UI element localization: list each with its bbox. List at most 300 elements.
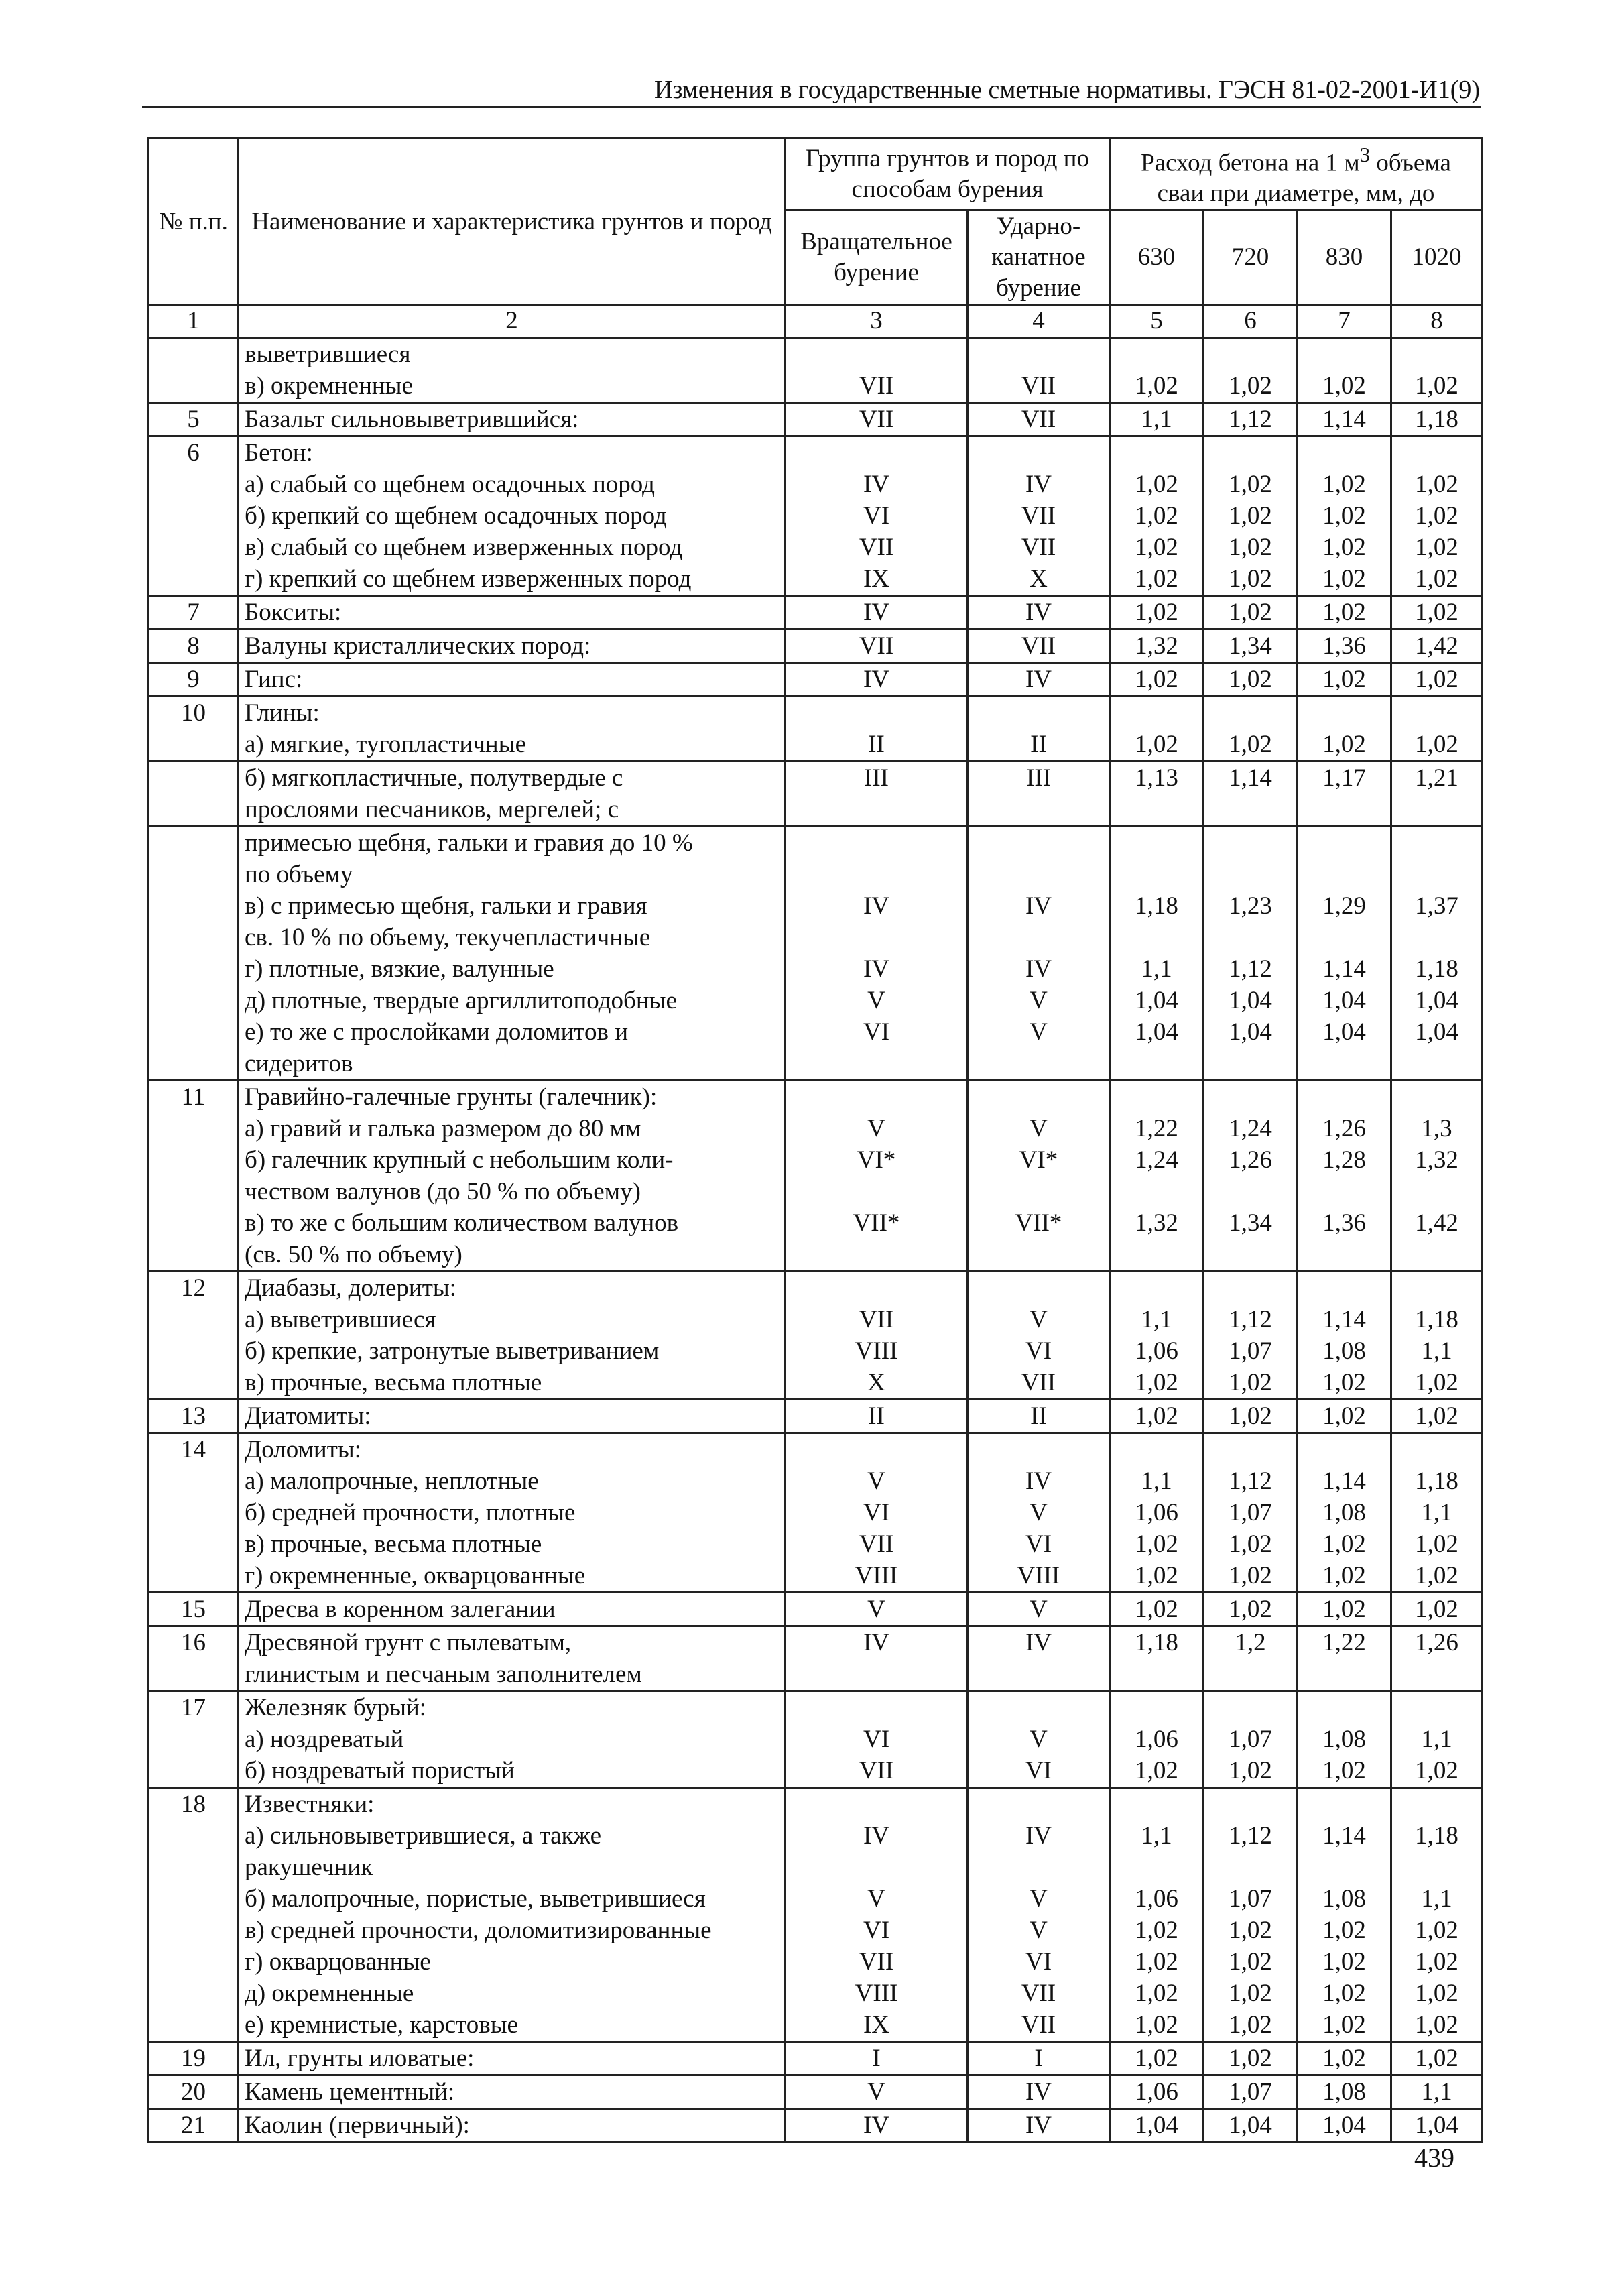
table-row [149,1016,1483,1048]
table-row [149,2042,1483,2075]
table-row [149,1433,1483,1466]
value-1020-cell: 1,02 [1391,1978,1483,2009]
soil-name-cell: в) с примесью щебня, гальки и гравия [239,890,786,922]
group-rotary-cell: IV [786,890,968,922]
group-rotary-cell: V [786,1593,968,1626]
value-830-cell: 1,02 [1298,532,1391,563]
value-1020-cell: 1,02 [1391,370,1483,403]
value-830-cell [1298,859,1391,890]
value-830-cell [1298,1176,1391,1207]
value-720-cell: 1,12 [1204,403,1298,436]
value-830-cell: 1,02 [1298,563,1391,596]
row-number-cell [149,1048,239,1081]
group-percussive-cell [968,338,1110,371]
value-830-cell: 1,02 [1298,1946,1391,1978]
row-number-cell [149,1113,239,1144]
group-rotary-cell: I [786,2042,968,2075]
row-number-cell: 17 [149,1691,239,1724]
table-row [149,2075,1483,2109]
soil-name-cell: Глины: [239,697,786,729]
group-rotary-cell: VII [786,532,968,563]
value-830-cell [1298,1658,1391,1691]
row-number-cell [149,1465,239,1497]
value-720-cell [1204,436,1298,469]
index-cell: 6 [1204,305,1298,338]
group-rotary-cell: IV [786,663,968,697]
value-630-cell [1110,338,1204,371]
header-name: Наименование и характеристика грунтов и пород [239,139,786,305]
value-830-cell: 1,14 [1298,1820,1391,1852]
value-1020-cell: 1,42 [1391,1207,1483,1239]
page-header-text: Изменения в государственные сметные нормативы. ГЭСН 81-02-2001-И1(9) [653,76,1480,104]
group-percussive-cell [968,1433,1110,1466]
value-720-cell: 1,34 [1204,629,1298,663]
value-630-cell [1110,697,1204,729]
row-number-cell [149,1658,239,1691]
value-720-cell [1204,697,1298,729]
table-row [149,1788,1483,1821]
value-630-cell [1110,436,1204,469]
group-percussive-cell: VII [968,1978,1110,2009]
value-1020-cell [1391,827,1483,859]
group-percussive-cell: IV [968,1465,1110,1497]
group-rotary-cell: III [786,762,968,794]
group-rotary-cell [786,1691,968,1724]
group-percussive-cell: VII [968,629,1110,663]
table-row [149,1724,1483,1755]
value-830-cell [1298,1433,1391,1466]
soil-name-cell: ракушечник [239,1852,786,1883]
value-720-cell: 1,02 [1204,1915,1298,1946]
group-rotary-cell: IV [786,469,968,500]
value-720-cell: 1,02 [1204,370,1298,403]
value-830-cell: 1,08 [1298,1497,1391,1528]
row-number-cell: 5 [149,403,239,436]
group-rotary-cell: VII [786,1755,968,1788]
value-720-cell: 1,07 [1204,1335,1298,1367]
value-630-cell: 1,04 [1110,985,1204,1016]
row-number-cell [149,1560,239,1593]
value-630-cell: 1,02 [1110,1946,1204,1978]
value-720-cell: 1,04 [1204,1016,1298,1048]
group-percussive-cell [968,1272,1110,1305]
value-1020-cell: 1,18 [1391,953,1483,985]
value-1020-cell: 1,1 [1391,1335,1483,1367]
soil-name-cell: а) мягкие, тугопластичные [239,729,786,762]
group-percussive-cell: IV [968,2109,1110,2142]
value-630-cell [1110,1176,1204,1207]
group-percussive-cell: IV [968,596,1110,629]
value-630-cell: 1,04 [1110,2109,1204,2142]
soil-name-cell: (св. 50 % по объему) [239,1239,786,1272]
row-number-cell: 15 [149,1593,239,1626]
value-1020-cell [1391,1272,1483,1305]
value-1020-cell: 1,02 [1391,663,1483,697]
group-rotary-cell: VII [786,403,968,436]
value-830-cell [1298,338,1391,371]
value-1020-cell [1391,922,1483,953]
value-720-cell: 1,02 [1204,1367,1298,1400]
row-number-cell: 18 [149,1788,239,1821]
value-630-cell: 1,02 [1110,1528,1204,1560]
group-percussive-cell: X [968,563,1110,596]
value-720-cell: 1,02 [1204,1755,1298,1788]
value-1020-cell: 1,02 [1391,532,1483,563]
group-rotary-cell [786,1176,968,1207]
soil-name-cell: примесью щебня, гальки и гравия до 10 % [239,827,786,859]
table-row [149,338,1483,371]
value-720-cell [1204,1691,1298,1724]
row-number-cell [149,370,239,403]
table-row [149,985,1483,1016]
value-1020-cell: 1,02 [1391,2042,1483,2075]
value-720-cell [1204,1272,1298,1305]
soil-name-cell: б) средней прочности, плотные [239,1497,786,1528]
value-1020-cell [1391,794,1483,827]
value-630-cell: 1,02 [1110,2042,1204,2075]
header-consumption-suffix: объема сваи при диаметре, мм, до [1157,149,1451,208]
value-720-cell [1204,1433,1298,1466]
group-percussive-cell: II [968,1400,1110,1433]
group-percussive-cell: V [968,1593,1110,1626]
table-row [149,1272,1483,1305]
group-percussive-cell: III [968,762,1110,794]
value-830-cell: 1,02 [1298,1528,1391,1560]
table-row [149,1239,1483,1272]
row-number-cell [149,1207,239,1239]
table-row [149,1144,1483,1176]
group-percussive-cell: VIII [968,1560,1110,1593]
value-720-cell [1204,1852,1298,1883]
row-number-cell: 6 [149,436,239,469]
value-630-cell [1110,1691,1204,1724]
group-rotary-cell: VII [786,1304,968,1335]
row-number-cell [149,1239,239,1272]
group-rotary-cell: II [786,729,968,762]
group-rotary-cell: VI [786,1016,968,1048]
group-percussive-cell [968,827,1110,859]
soil-name-cell: сидеритов [239,1048,786,1081]
index-cell: 1 [149,305,239,338]
row-number-cell [149,953,239,985]
value-630-cell: 1,32 [1110,629,1204,663]
row-number-cell: 13 [149,1400,239,1433]
group-percussive-cell [968,1081,1110,1113]
row-number-cell: 10 [149,697,239,729]
group-rotary-cell: IV [786,596,968,629]
table-row [149,1528,1483,1560]
group-rotary-cell: II [786,1400,968,1433]
value-830-cell: 1,02 [1298,370,1391,403]
value-830-cell: 1,36 [1298,629,1391,663]
table-row [149,436,1483,469]
value-630-cell: 1,02 [1110,500,1204,532]
table-row [149,1304,1483,1335]
group-percussive-cell: VII [968,2009,1110,2042]
table-row [149,1755,1483,1788]
value-1020-cell: 1,04 [1391,2109,1483,2142]
value-830-cell: 1,04 [1298,1016,1391,1048]
value-630-cell: 1,02 [1110,1593,1204,1626]
value-1020-cell [1391,1433,1483,1466]
value-720-cell: 1,02 [1204,1400,1298,1433]
row-number-cell [149,1978,239,2009]
value-630-cell: 1,1 [1110,403,1204,436]
group-rotary-cell: V [786,985,968,1016]
index-cell: 8 [1391,305,1483,338]
group-percussive-cell: VII [968,500,1110,532]
value-630-cell: 1,06 [1110,1335,1204,1367]
soil-name-cell: Гравийно-галечные грунты (галечник): [239,1081,786,1113]
row-number-cell: 8 [149,629,239,663]
row-number-cell: 7 [149,596,239,629]
table-row [149,1400,1483,1433]
value-630-cell: 1,02 [1110,1755,1204,1788]
table-row [149,1497,1483,1528]
group-percussive-cell [968,794,1110,827]
soil-name-cell: е) то же с прослойками доломитов и [239,1016,786,1048]
value-830-cell [1298,922,1391,953]
row-number-cell [149,1176,239,1207]
group-rotary-cell: VII* [786,1207,968,1239]
group-percussive-cell: V [968,1304,1110,1335]
row-number-cell [149,890,239,922]
value-830-cell: 1,14 [1298,403,1391,436]
soil-name-cell: а) выветрившиеся [239,1304,786,1335]
group-percussive-cell: VI [968,1946,1110,1978]
group-percussive-cell: V [968,1497,1110,1528]
value-1020-cell [1391,1176,1483,1207]
value-1020-cell [1391,1048,1483,1081]
group-rotary-cell [786,338,968,371]
value-630-cell: 1,02 [1110,2009,1204,2042]
value-720-cell [1204,1081,1298,1113]
value-830-cell: 1,04 [1298,985,1391,1016]
header-consumption-prefix: Расход бетона на 1 м [1141,149,1360,177]
row-number-cell [149,1144,239,1176]
row-number-cell [149,1915,239,1946]
table-row [149,1946,1483,1978]
index-cell: 4 [968,305,1110,338]
group-rotary-cell [786,1081,968,1113]
table-row [149,2109,1483,2142]
value-830-cell: 1,02 [1298,469,1391,500]
header-d720: 720 [1204,210,1298,305]
table-row [149,953,1483,985]
value-830-cell: 1,14 [1298,1465,1391,1497]
soil-name-cell: св. 10 % по объему, текучепластичные [239,922,786,953]
table-row [149,1335,1483,1367]
soil-name-cell: выветрившиеся [239,338,786,371]
group-percussive-cell: V [968,1883,1110,1915]
group-percussive-cell: VI* [968,1144,1110,1176]
group-rotary-cell: VIII [786,1978,968,2009]
value-720-cell: 1,26 [1204,1144,1298,1176]
row-number-cell [149,1755,239,1788]
group-percussive-cell [968,1691,1110,1724]
group-percussive-cell: IV [968,2075,1110,2109]
value-720-cell: 1,2 [1204,1626,1298,1659]
value-630-cell: 1,02 [1110,1915,1204,1946]
soil-name-cell: в) слабый со щебнем изверженных пород [239,532,786,563]
table-body [149,338,1483,2142]
index-cell: 7 [1298,305,1391,338]
row-number-cell [149,500,239,532]
value-1020-cell [1391,1658,1483,1691]
table-row [149,890,1483,922]
value-830-cell [1298,1081,1391,1113]
value-830-cell: 1,04 [1298,2109,1391,2142]
value-1020-cell: 1,1 [1391,2075,1483,2109]
value-830-cell: 1,02 [1298,2009,1391,2042]
table-row [149,1915,1483,1946]
value-630-cell: 1,24 [1110,1144,1204,1176]
value-720-cell: 1,02 [1204,1946,1298,1978]
group-percussive-cell: V [968,1113,1110,1144]
value-1020-cell [1391,1788,1483,1821]
header-d1020: 1020 [1391,210,1483,305]
row-number-cell [149,729,239,762]
group-rotary-cell: IV [786,2109,968,2142]
value-720-cell [1204,1788,1298,1821]
table-row [149,697,1483,729]
value-630-cell: 1,22 [1110,1113,1204,1144]
table-row [149,663,1483,697]
index-cell: 5 [1110,305,1204,338]
value-630-cell: 1,02 [1110,1560,1204,1593]
value-1020-cell: 1,21 [1391,762,1483,794]
column-index-row [149,305,1483,338]
value-720-cell: 1,04 [1204,2109,1298,2142]
table-header [149,139,1483,338]
value-630-cell [1110,1272,1204,1305]
table-row [149,1820,1483,1852]
row-number-cell: 14 [149,1433,239,1466]
group-rotary-cell: V [786,1465,968,1497]
value-720-cell: 1,02 [1204,663,1298,697]
value-1020-cell: 1,02 [1391,1915,1483,1946]
value-720-cell: 1,12 [1204,1465,1298,1497]
value-720-cell: 1,24 [1204,1113,1298,1144]
value-630-cell: 1,06 [1110,1883,1204,1915]
table-row [149,1081,1483,1113]
soil-name-cell: Бетон: [239,436,786,469]
soil-name-cell: Базальт сильновыветрившийся: [239,403,786,436]
soil-name-cell: а) малопрочные, неплотные [239,1465,786,1497]
value-630-cell [1110,859,1204,890]
value-1020-cell: 1,02 [1391,500,1483,532]
group-rotary-cell [786,1048,968,1081]
soil-name-cell: е) кремнистые, карстовые [239,2009,786,2042]
row-number-cell [149,1304,239,1335]
group-rotary-cell: VIII [786,1560,968,1593]
value-720-cell [1204,794,1298,827]
soil-name-cell: Доломиты: [239,1433,786,1466]
value-720-cell [1204,1239,1298,1272]
value-830-cell: 1,02 [1298,1978,1391,2009]
group-rotary-cell [786,827,968,859]
value-830-cell [1298,1852,1391,1883]
value-720-cell: 1,02 [1204,596,1298,629]
value-720-cell: 1,02 [1204,2009,1298,2042]
group-percussive-cell [968,1048,1110,1081]
group-rotary-cell [786,436,968,469]
table-row [149,563,1483,596]
row-number-cell: 19 [149,2042,239,2075]
value-630-cell: 1,06 [1110,1497,1204,1528]
soil-name-cell: б) галечник крупный с небольшим коли- [239,1144,786,1176]
row-number-cell [149,1820,239,1852]
soil-name-cell: б) малопрочные, пористые, выветрившиеся [239,1883,786,1915]
soil-name-cell: Каолин (первичный): [239,2109,786,2142]
group-percussive-cell: VII* [968,1207,1110,1239]
value-830-cell: 1,17 [1298,762,1391,794]
value-720-cell: 1,02 [1204,1528,1298,1560]
value-830-cell: 1,02 [1298,1367,1391,1400]
table-row [149,1593,1483,1626]
value-830-cell: 1,28 [1298,1144,1391,1176]
value-720-cell: 1,12 [1204,953,1298,985]
soil-name-cell: Железняк бурый: [239,1691,786,1724]
table-row [149,1113,1483,1144]
value-830-cell: 1,14 [1298,1304,1391,1335]
value-830-cell: 1,08 [1298,1883,1391,1915]
group-percussive-cell: I [968,2042,1110,2075]
value-830-cell: 1,22 [1298,1626,1391,1659]
soil-name-cell: г) плотные, вязкие, валунные [239,953,786,985]
group-rotary-cell: V [786,2075,968,2109]
value-1020-cell [1391,436,1483,469]
value-630-cell [1110,1081,1204,1113]
soil-name-cell: чеством валунов (до 50 % по объему) [239,1176,786,1207]
table-row [149,596,1483,629]
row-number-cell: 12 [149,1272,239,1305]
soil-name-cell: Камень цементный: [239,2075,786,2109]
group-percussive-cell: VI [968,1528,1110,1560]
row-number-cell [149,1852,239,1883]
value-830-cell [1298,1048,1391,1081]
soil-name-cell: Дресвяной грунт с пылеватым, [239,1626,786,1659]
value-720-cell: 1,14 [1204,762,1298,794]
value-1020-cell: 1,04 [1391,985,1483,1016]
group-percussive-cell: VI [968,1335,1110,1367]
value-630-cell: 1,06 [1110,1724,1204,1755]
value-720-cell: 1,12 [1204,1820,1298,1852]
value-830-cell: 1,14 [1298,953,1391,985]
group-rotary-cell [786,1658,968,1691]
soil-name-cell: г) окремненные, окварцованные [239,1560,786,1593]
value-1020-cell: 1,02 [1391,1367,1483,1400]
value-630-cell: 1,04 [1110,1016,1204,1048]
value-830-cell: 1,02 [1298,663,1391,697]
soil-name-cell: Дресва в коренном залегании [239,1593,786,1626]
value-630-cell: 1,02 [1110,663,1204,697]
value-630-cell: 1,18 [1110,890,1204,922]
soil-name-cell: а) гравий и галька размером до 80 мм [239,1113,786,1144]
group-percussive-cell: VI [968,1755,1110,1788]
value-1020-cell: 1,02 [1391,729,1483,762]
group-percussive-cell: IV [968,469,1110,500]
row-number-cell [149,469,239,500]
soil-name-cell: Известняки: [239,1788,786,1821]
value-720-cell: 1,04 [1204,985,1298,1016]
page-header [142,75,1481,108]
value-630-cell: 1,02 [1110,1978,1204,2009]
value-720-cell: 1,02 [1204,1560,1298,1593]
group-percussive-cell [968,859,1110,890]
value-630-cell: 1,02 [1110,532,1204,563]
group-percussive-cell: IV [968,1626,1110,1659]
